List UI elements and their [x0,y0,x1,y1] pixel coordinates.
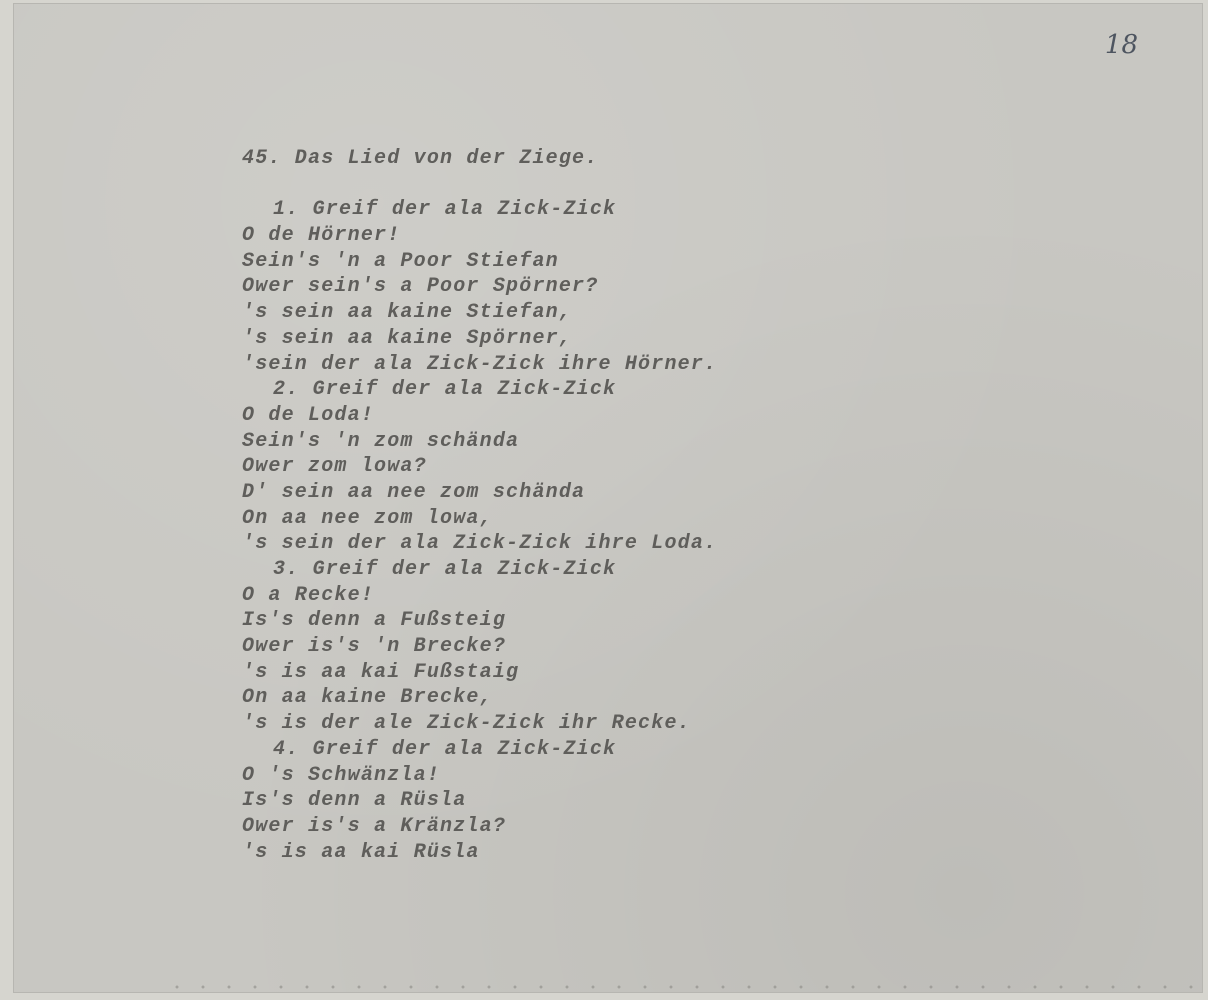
stanza-line: Ower is's a Kränzla? [242,814,507,838]
stanza-line: 1. Greif der ala Zick-Zick [273,198,617,222]
stanza-line: O a Recke! [242,583,375,607]
stanza-line: 'sein der ala Zick-Zick ihre Hörner. [242,352,718,376]
stanza-line: Sein's 'n a Poor Stiefan [242,249,559,273]
stanza-3 [242,557,717,737]
stanza-line: Is's denn a Fußsteig [242,609,507,633]
stanza-line: Sein's 'n zom schända [242,429,520,453]
perforation-edge [164,984,1204,990]
stanza-line: 's sein der ala Zick-Zick ihre Loda. [242,532,718,556]
stanza-line: O 's Schwänzla! [242,763,441,787]
stanza-line: 's is aa kai Rüsla [242,840,480,864]
stanza-line: Ower sein's a Poor Spörner? [242,275,599,299]
stanza-line: Is's denn a Rüsla [242,789,467,813]
stanza-line: On aa nee zom lowa, [242,506,493,530]
stanza-line: Ower zom lowa? [242,455,427,479]
stanza-1 [242,197,717,377]
stanza-line: 4. Greif der ala Zick-Zick [273,737,617,761]
stanza-4 [242,737,717,865]
stanza-line: O de Hörner! [242,224,401,248]
stanza-line: Ower is's 'n Brecke? [242,635,507,659]
song-text [242,146,717,865]
stanza-line: D' sein aa nee zom schända [242,480,586,504]
stanza-line: 3. Greif der ala Zick-Zick [273,558,617,581]
stanza-line: 's sein aa kaine Spörner, [242,326,573,350]
stanza-line: 2. Greif der ala Zick-Zick [273,378,617,402]
stanza-line: 's is aa kai Fußstaig [242,660,520,684]
stanza-line: 's sein aa kaine Stiefan, [242,301,573,325]
stanza-2 [242,377,717,557]
page-number: 18 [1104,30,1138,60]
paper-sheet [14,4,1202,992]
stanza-line: On aa kaine Brecke, [242,686,493,710]
stanza-line: 's is der ale Zick-Zick ihr Recke. [242,712,691,736]
song-title: 45. Das Lied von der Ziege. [242,147,599,170]
stanza-line: O de Loda! [242,403,375,427]
